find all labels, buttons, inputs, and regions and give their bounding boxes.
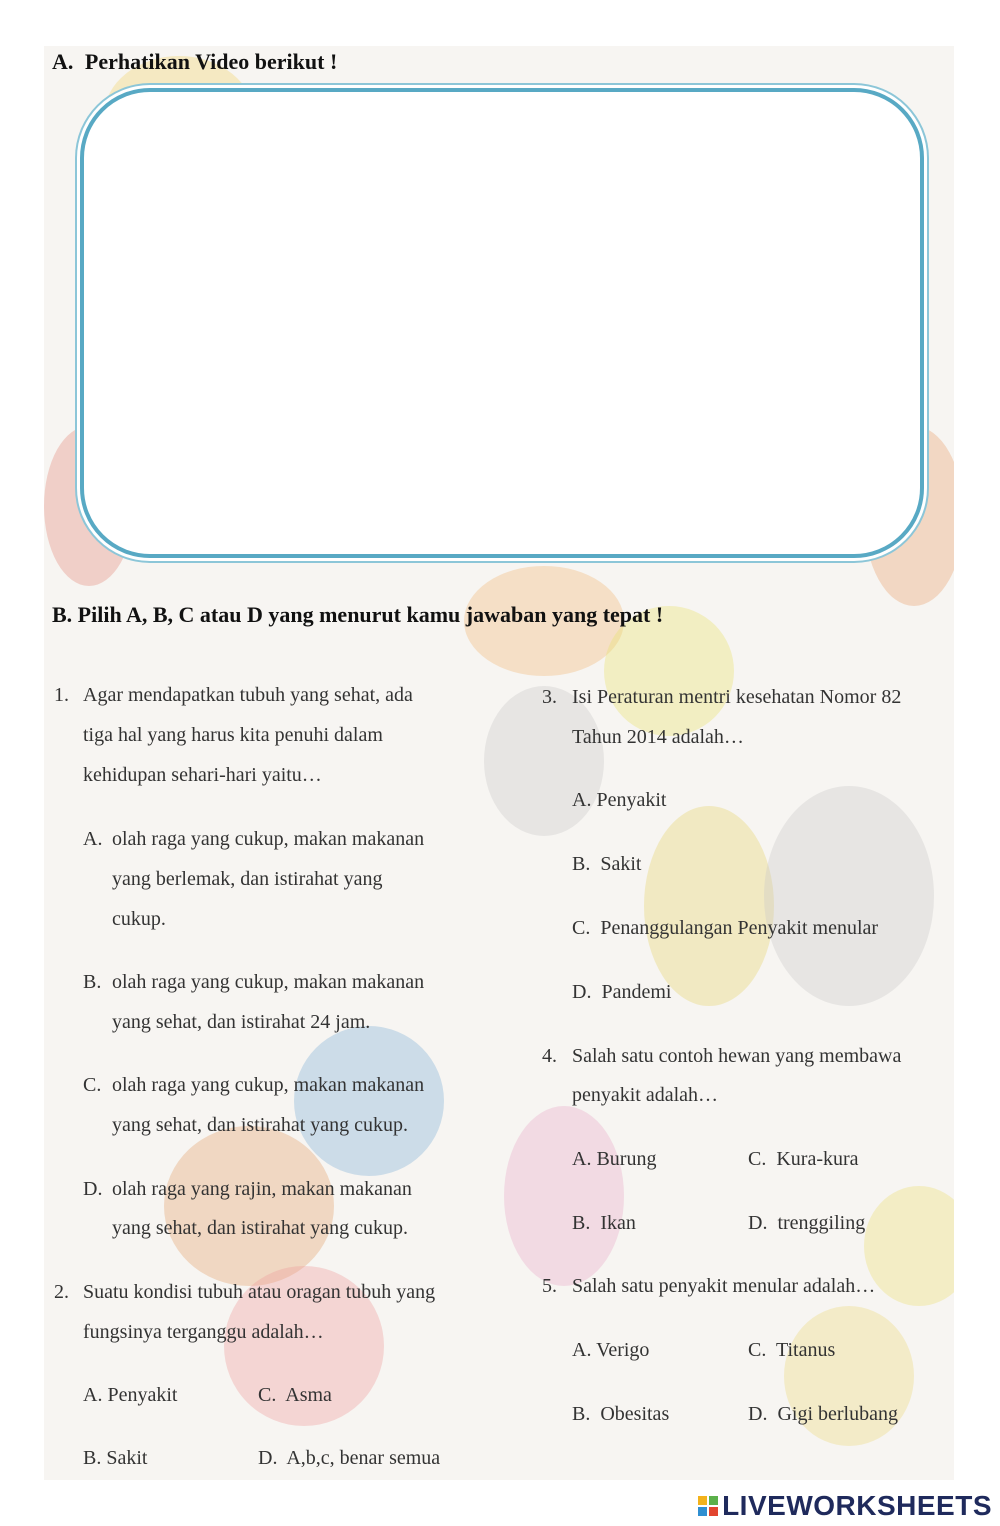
question-2-text: Suatu kondisi tubuh atau oragan tubuh yang xyxy=(83,1281,436,1303)
question-3-number: 3. xyxy=(542,686,557,708)
question-4-text: penyakit adalah… xyxy=(572,1084,719,1106)
question-4-number: 4. xyxy=(542,1045,557,1067)
q1-option-d-text[interactable]: yang sehat, dan istirahat yang cukup. xyxy=(112,1217,409,1239)
video-frame[interactable] xyxy=(80,88,924,558)
q4-option-d[interactable]: D. trenggiling xyxy=(748,1212,866,1234)
q1-option-a-text[interactable]: olah raga yang cukup, makan makanan xyxy=(112,828,425,850)
question-1-text: kehidupan sehari-hari yaitu… xyxy=(83,764,322,786)
q1-option-a-text[interactable]: yang berlemak, dan istirahat yang xyxy=(112,868,383,890)
germ-decoration xyxy=(644,806,774,1006)
germ-decoration xyxy=(504,1106,624,1286)
q3-option-a[interactable]: A. Penyakit xyxy=(572,789,667,811)
q3-option-c[interactable]: C. Penanggulangan Penyakit menular xyxy=(572,917,879,939)
section-b-heading: B. Pilih A, B, C atau D yang menurut kamu jawaban yang tepat ! xyxy=(52,602,664,627)
q2-option-d[interactable]: D. A,b,c, benar semua xyxy=(258,1447,441,1469)
germ-decoration xyxy=(294,1026,444,1176)
q1-option-c-letter[interactable]: C. xyxy=(83,1074,102,1096)
question-3-text: Isi Peraturan mentri kesehatan Nomor 82 xyxy=(572,686,902,708)
question-4-text: Salah satu contoh hewan yang membawa xyxy=(572,1045,902,1067)
q1-option-d-letter[interactable]: D. xyxy=(83,1178,103,1200)
section-a-title: Perhatikan Video berikut ! xyxy=(84,49,338,74)
q5-option-d[interactable]: D. Gigi berlubang xyxy=(748,1403,898,1425)
q1-option-c-text[interactable]: olah raga yang cukup, makan makanan xyxy=(112,1074,425,1096)
germ-decoration xyxy=(764,786,934,1006)
germ-decoration xyxy=(864,1186,954,1306)
q1-option-b-text[interactable]: olah raga yang cukup, makan makanan xyxy=(112,971,425,993)
germ-decoration xyxy=(164,1126,334,1286)
q5-option-a[interactable]: A. Verigo xyxy=(572,1339,650,1361)
q3-option-d[interactable]: D. Pandemi xyxy=(572,981,672,1003)
q1-option-a-text[interactable]: cukup. xyxy=(112,908,166,930)
question-1-text: tiga hal yang harus kita penuhi dalam xyxy=(83,724,383,746)
q2-option-b[interactable]: B. Sakit xyxy=(83,1447,148,1469)
q3-option-b[interactable]: B. Sakit xyxy=(572,853,642,875)
question-3-text: Tahun 2014 adalah… xyxy=(572,726,744,748)
liveworksheets-brand-text: LIVEWORKSHEETS xyxy=(722,1490,992,1521)
question-5-text: Salah satu penyakit menular adalah… xyxy=(572,1275,876,1297)
q5-option-c[interactable]: C. Titanus xyxy=(748,1339,836,1361)
question-2-text: fungsinya terganggu adalah… xyxy=(83,1321,324,1343)
q4-option-a[interactable]: A. Burung xyxy=(572,1148,657,1170)
question-1-text: Agar mendapatkan tubuh yang sehat, ada xyxy=(83,684,413,706)
q2-option-c[interactable]: C. Asma xyxy=(258,1384,332,1406)
q1-option-b-letter[interactable]: B. xyxy=(83,971,102,993)
question-1-number: 1. xyxy=(54,684,69,706)
question-2-number: 2. xyxy=(54,1281,69,1303)
question-5-number: 5. xyxy=(542,1275,557,1297)
section-a-heading xyxy=(52,49,337,75)
q4-option-b[interactable]: B. Ikan xyxy=(572,1212,636,1234)
q1-option-c-text[interactable]: yang sehat, dan istirahat yang cukup. xyxy=(112,1114,409,1136)
section-a-label: A. xyxy=(52,49,74,74)
liveworksheets-logo-icon xyxy=(698,1496,718,1516)
q4-option-c[interactable]: C. Kura-kura xyxy=(748,1148,859,1170)
q1-option-d-text[interactable]: olah raga yang rajin, makan makanan xyxy=(112,1178,412,1200)
q1-option-b-text[interactable]: yang sehat, dan istirahat 24 jam. xyxy=(112,1011,371,1033)
liveworksheets-logo[interactable] xyxy=(698,1490,992,1522)
q5-option-b[interactable]: B. Obesitas xyxy=(572,1403,670,1425)
q2-option-a[interactable]: A. Penyakit xyxy=(83,1384,178,1406)
q1-option-a-letter[interactable]: A. xyxy=(83,828,103,850)
